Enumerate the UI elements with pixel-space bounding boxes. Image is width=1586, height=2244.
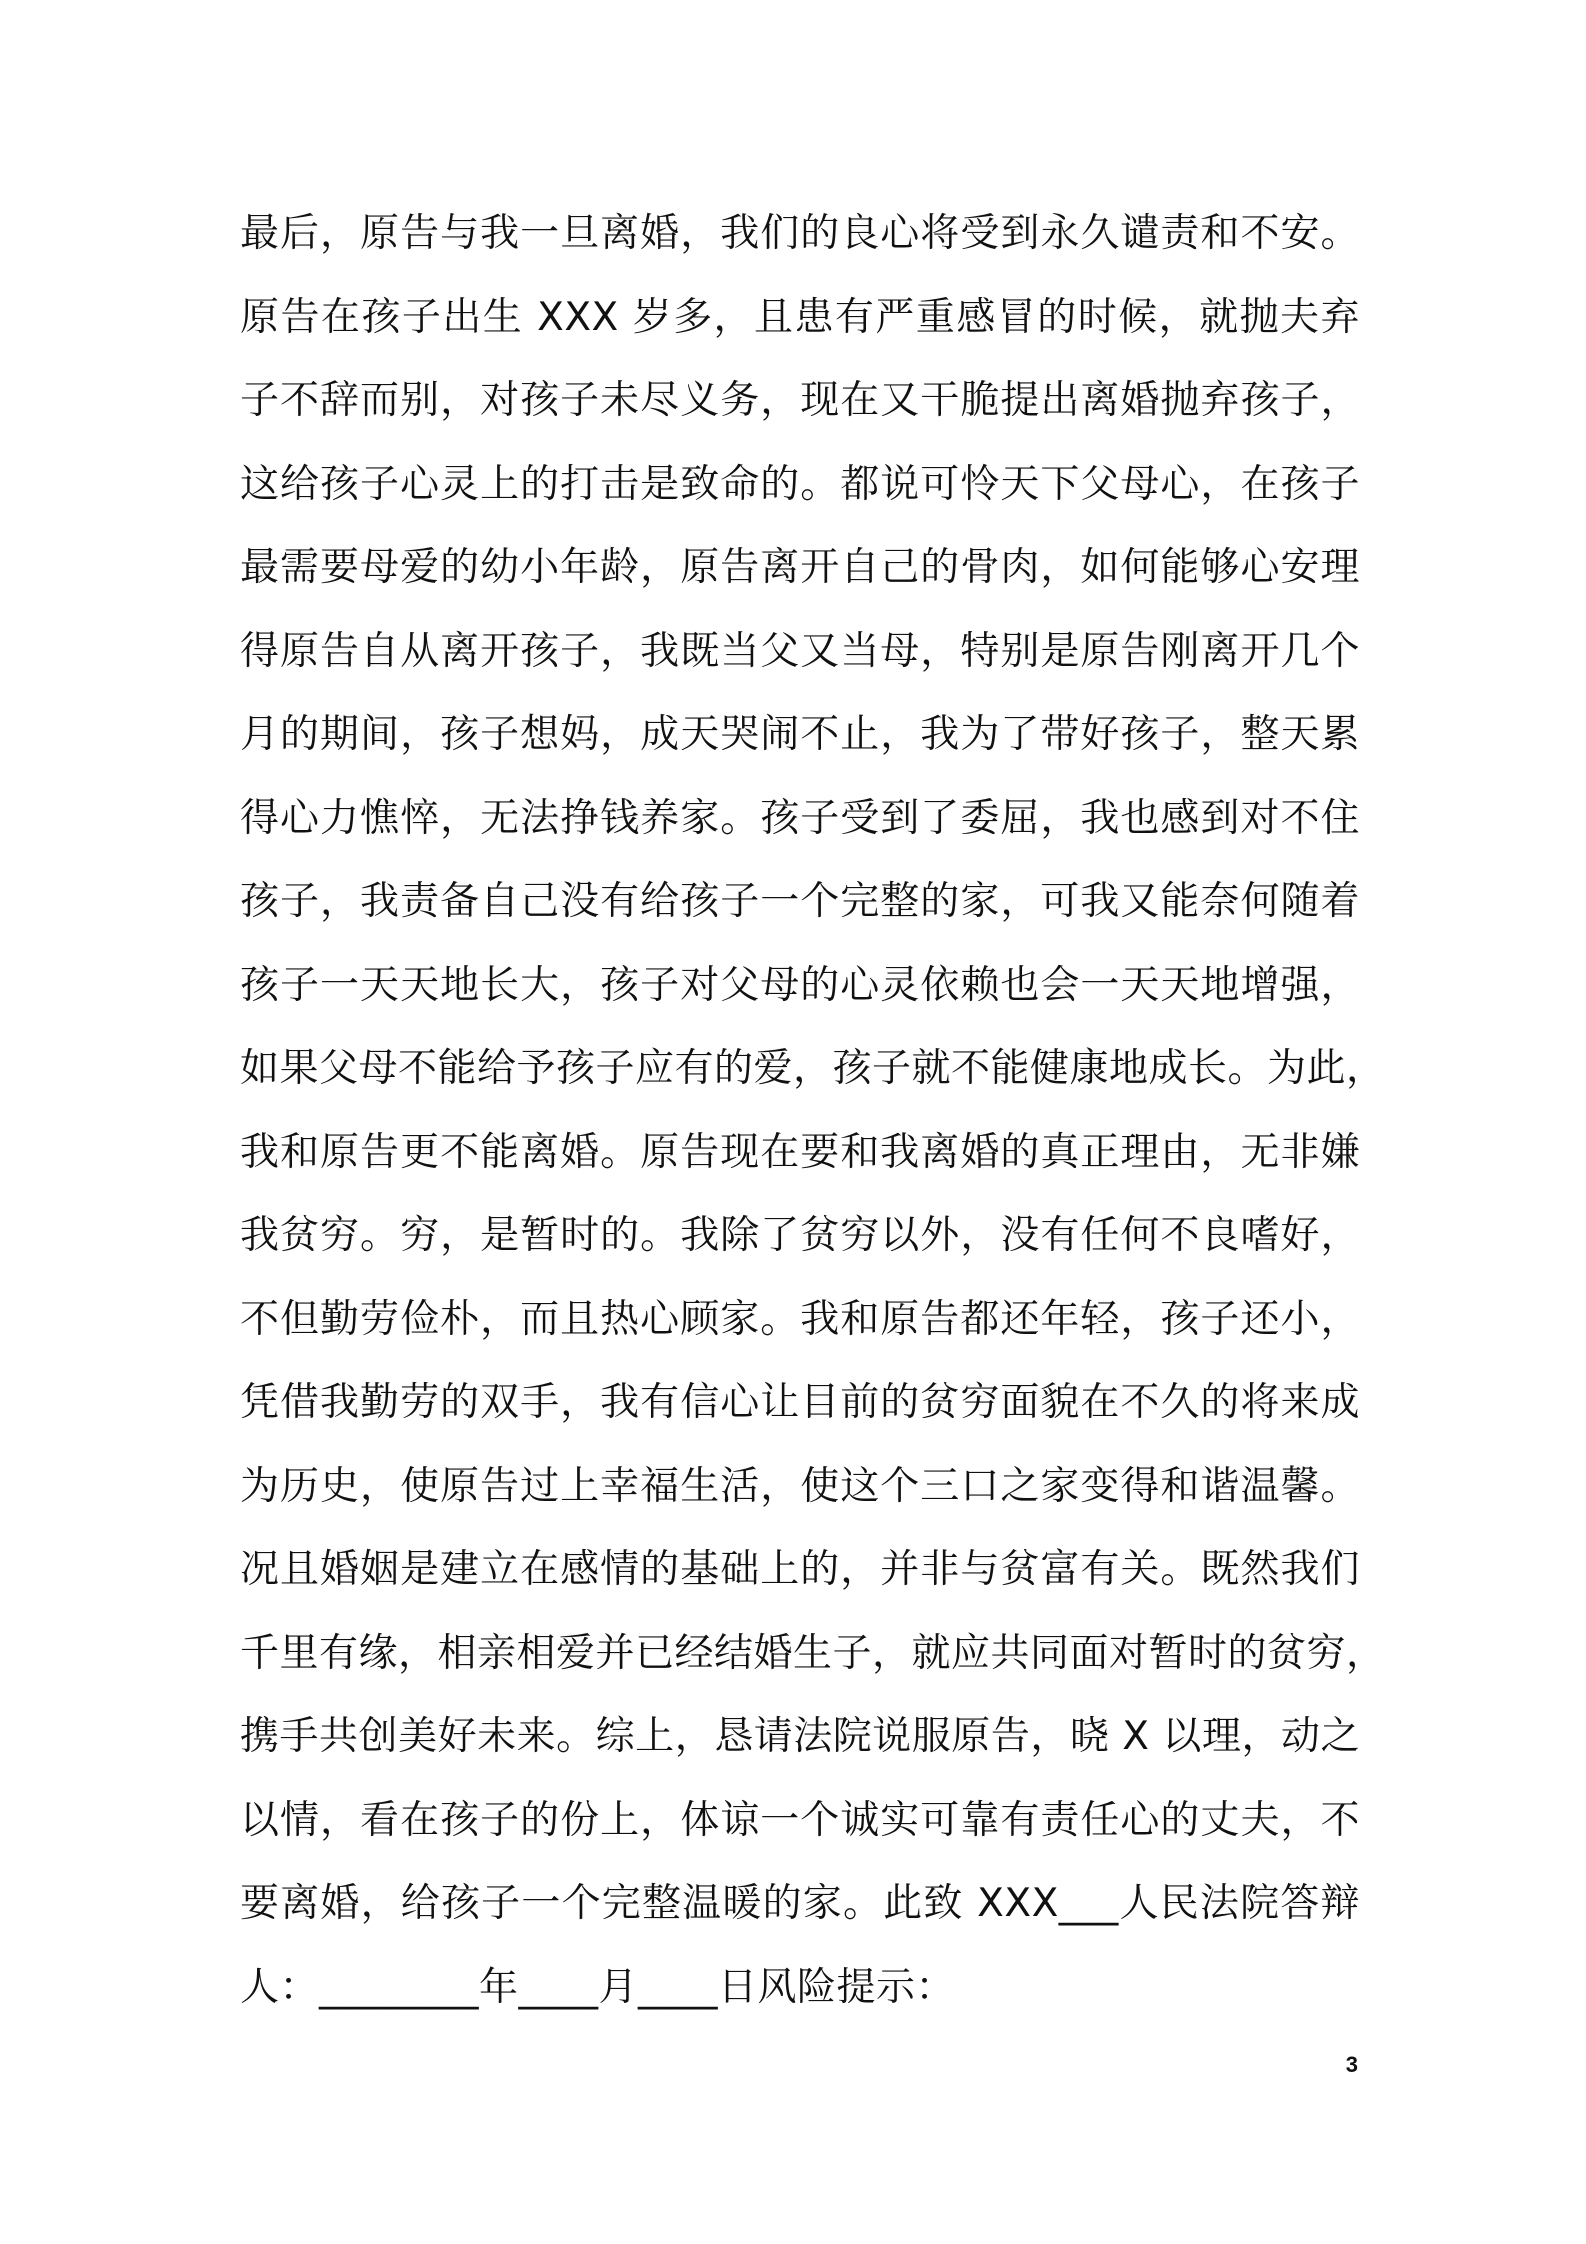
text-line: 如果父母不能给予孩子应有的爱，孩子就不能健康地成长。为此， xyxy=(240,1046,1386,1091)
text-line: 得心力憔悴，无法挣钱养家。孩子受到了委屈，我也感到对不住 xyxy=(240,795,1360,841)
text-line: 最需要母爱的幼小年龄，原告离开自己的骨肉，如何能够心安理 xyxy=(240,545,1360,590)
text-line: 况且婚姻是建立在感情的基础上的，并非与贫富有关。既然我们 xyxy=(240,1547,1360,1592)
text-line: 这给孩子心灵上的打击是致命的。都说可怜天下父母心，在孩子 xyxy=(240,461,1360,507)
text-line: 原告在孩子出生 XXX 岁多，且患有严重感冒的时候，就抛夫弃 xyxy=(240,294,1360,340)
text-line: 我和原告更不能离婚。原告现在要和我离婚的真正理由，无非嫌 xyxy=(240,1129,1360,1175)
text-line: 携手共创美好未来。综上，恳请法院说服原告，晓 X 以理，动之 xyxy=(240,1714,1360,1759)
text-line: 孩子一天天地长大，孩子对父母的心灵依赖也会一天天地增强， xyxy=(240,962,1360,1008)
text-line: 凭借我勤劳的双手，我有信心让目前的贫穷面貌在不久的将来成 xyxy=(240,1380,1360,1425)
page-number: 3 xyxy=(1345,2052,1358,2077)
text-line: 得原告自从离开孩子，我既当父又当母，特别是原告刚离开几个 xyxy=(240,628,1360,674)
text-line: 孩子，我责备自己没有给孩子一个完整的家，可我又能奈何随着 xyxy=(240,879,1360,924)
text-line: 最后，原告与我一旦离婚，我们的良心将受到永久谴责和不安。 xyxy=(240,211,1360,256)
text-line: 人：________年____月____日风险提示： xyxy=(240,1964,956,2010)
text-line: 千里有缘，相亲相爱并已经结婚生子，就应共同面对暂时的贫穷， xyxy=(240,1630,1386,1676)
body-text xyxy=(240,192,1386,2029)
text-line: 以情，看在孩子的份上，体谅一个诚实可靠有责任心的丈夫，不 xyxy=(240,1797,1360,1843)
text-line: 要离婚，给孩子一个完整温暖的家。此致 XXX___人民法院答辩 xyxy=(240,1881,1360,1926)
text-line: 我贫穷。穷，是暂时的。我除了贫穷以外，没有任何不良嗜好， xyxy=(240,1213,1360,1258)
text-line: 为历史，使原告过上幸福生活，使这个三口之家变得和谐温馨。 xyxy=(240,1463,1360,1509)
text-line: 子不辞而别，对孩子未尽义务，现在又干脆提出离婚抛弃孩子， xyxy=(240,378,1360,423)
text-line: 月的期间，孩子想妈，成天哭闹不止，我为了带好孩子，整天累 xyxy=(240,712,1360,757)
text-line: 不但勤劳俭朴，而且热心顾家。我和原告都还年轻，孩子还小， xyxy=(240,1296,1360,1342)
